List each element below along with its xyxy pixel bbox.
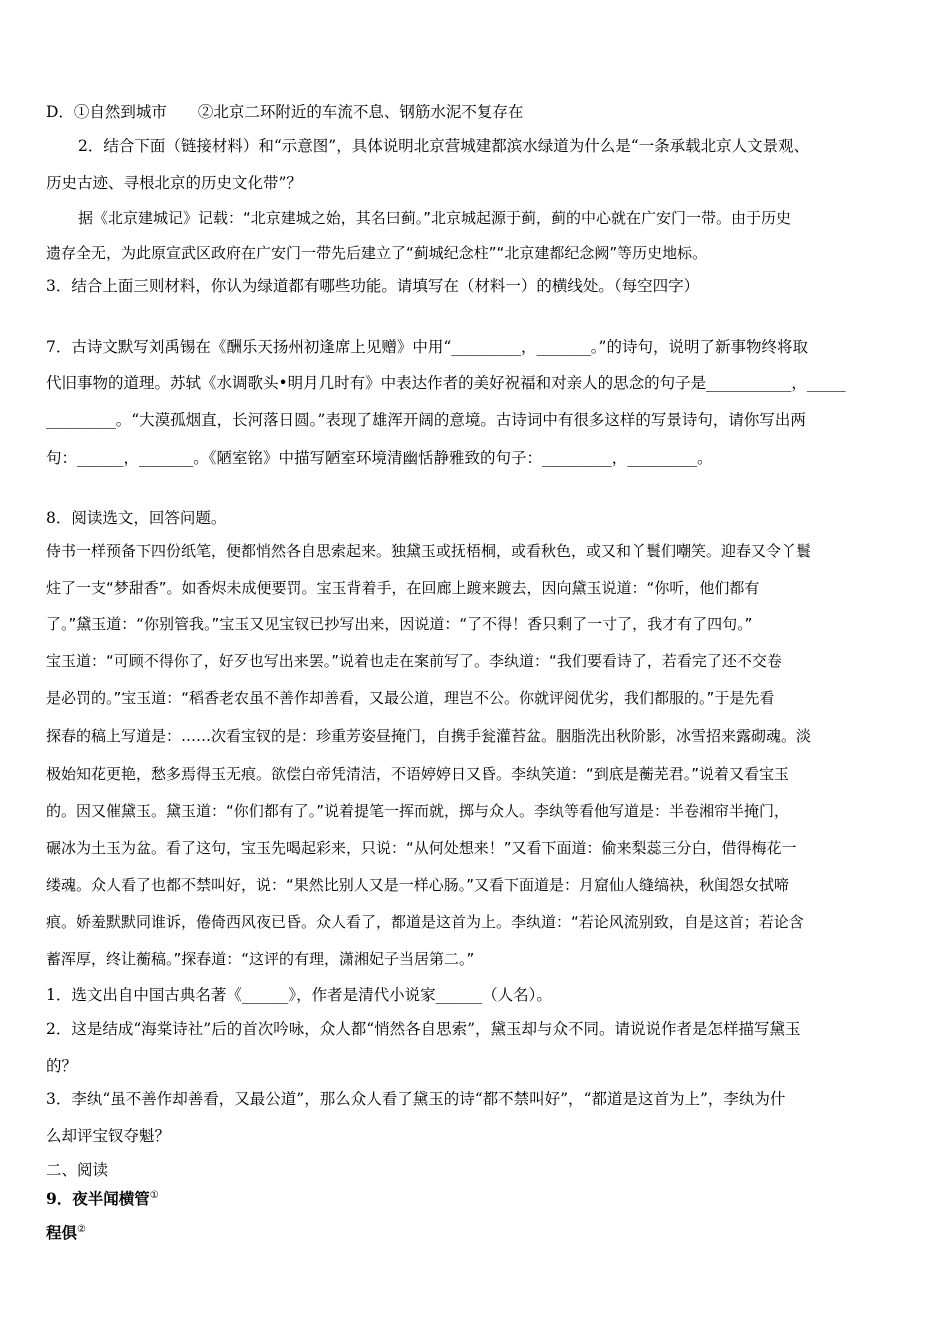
link-material-line-1: 据《北京建城记》记载：“北京建城之始，其名曰蓟。”北京城起源于蓟，蓟的中心就在广安门一带。由于历史 bbox=[78, 209, 792, 227]
section-heading-reading: 二、阅读 bbox=[46, 1161, 109, 1179]
question-7-line-2: 代旧事物的道理。苏轼《水调歌头•明月几时有》中表达作者的美好祝福和对亲人的思念的句子是___________，_____ bbox=[46, 374, 846, 392]
passage-line-5: 是必罚的。”宝玉道：“稻香老农虽不善作却善看，又最公道，理岂不公。你就评阅优劣，我们都服的。”于是先看 bbox=[46, 689, 775, 707]
passage-line-3: 了。”黛玉道：“你别管我。”宝玉又见宝钗已抄写出来，因说道：“了不得！香只剩了一寸了，我才有了四句。” bbox=[46, 615, 753, 633]
footnote-mark-2: ② bbox=[77, 1224, 86, 1235]
question-2-line-2: 历史古迹、寻根北京的历史文化带”？ bbox=[46, 174, 302, 192]
passage-line-7: 极始知花更艳，愁多焉得玉无痕。欲偿白帝凭清洁，不语婷婷日又昏。李纨笑道：“到底是蘅芜君。”说着又看宝玉 bbox=[46, 765, 790, 783]
passage-line-2: 炷了一支“梦甜香”。如香烬未成便要罚。宝玉背着手，在回廊上踱来踱去，因向黛玉说道：“你听，他们都有 bbox=[46, 579, 760, 597]
sub-question-3-line-2: 么却评宝钗夺魁？ bbox=[46, 1127, 171, 1145]
sub-question-2-line-1: 2．这是结成“海棠诗社”后的首次吟咏，众人都“悄然各自思索”，黛玉却与众不同。请说说作者是怎样描写黛玉 bbox=[46, 1020, 801, 1038]
question-3-line: 3．结合上面三则材料，你认为绿道都有哪些功能。请填写在（材料一）的横线处。（每空四字） bbox=[46, 277, 700, 295]
passage-line-6: 探春的稿上写道是：……次看宝钗的是：珍重芳姿昼掩门，自携手瓮灌苔盆。胭脂洗出秋阶影，冰雪招来露砌魂。淡 bbox=[46, 727, 812, 745]
passage-line-1: 侍书一样预备下四份纸笔，便都悄然各自思索起来。独黛玉或抚梧桐，或看秋色，或又和丫鬟们嘲笑。迎春又令丫鬟 bbox=[46, 542, 812, 560]
poem-author: 程俱 bbox=[46, 1223, 78, 1243]
option-d-line: D．①自然到城市 ②北京二环附近的车流不息、钢筋水泥不复存在 bbox=[46, 103, 524, 121]
link-material-line-2: 遗存全无，为此原宣武区政府在广安门一带先后建立了“蓟城纪念柱”“北京建都纪念阙”等历史地标。 bbox=[46, 244, 708, 262]
passage-line-10: 缕魂。众人看了也都不禁叫好，说：“果然比别人又是一样心肠。”又看下面道是：月窟仙人缝缟袂，秋闺怨女拭啼 bbox=[46, 876, 790, 894]
passage-line-12: 蓄浑厚，终让蘅稿。”探春道：“这评的有理，潇湘妃子当居第二。” bbox=[46, 950, 475, 968]
sub-question-3-line-1: 3．李纨“虽不善作却善看，又最公道”，那么众人看了黛玉的诗“都不禁叫好”，“都道是这首为上”，李纨为什 bbox=[46, 1090, 786, 1108]
poem-title: 9．夜半闻横管 bbox=[46, 1189, 150, 1209]
sub-question-2-line-2: 的？ bbox=[46, 1057, 78, 1075]
passage-line-11: 痕。娇羞默默同谁诉，倦倚西风夜已昏。众人看了，都道是这首为上。李纨道：“若论风流别致，自是这首；若论含 bbox=[46, 913, 804, 931]
question-7-line-1: 7．古诗文默写刘禹锡在《酬乐天扬州初逢席上见赠》中用“_________，_______。”的诗句，说明了新事物终将取 bbox=[46, 338, 808, 356]
question-8-heading: 8．阅读选文，回答问题。 bbox=[46, 509, 227, 527]
question-7-line-3: _________。“大漠孤烟直，长河落日圆。”表现了雄浑开阔的意境。古诗词中有很多这样的写景诗句，请你写出两 bbox=[46, 411, 806, 429]
passage-line-4: 宝玉道：“可顾不得你了，好歹也写出来罢。”说着也走在案前写了。李纨道：“我们要看诗了，若看完了还不交卷 bbox=[46, 652, 782, 670]
footnote-mark-1: ① bbox=[149, 1190, 159, 1201]
question-7-line-4: 句：______，_______。《陋室铭》中描写陋室环境清幽恬静雅致的句子：_________，_________。 bbox=[46, 449, 713, 467]
sub-question-1: 1．选文出自中国古典名著《______》，作者是清代小说家______（人名）。 bbox=[46, 986, 552, 1004]
question-2-line-1: 2．结合下面（链接材料）和“示意图”，具体说明北京营城建都滨水绿道为什么是“一条承载北京人文景观、 bbox=[78, 137, 810, 155]
passage-line-8: 的。因又催黛玉。黛玉道：“你们都有了。”说着提笔一挥而就，掷与众人。李纨等看他写道是：半卷湘帘半掩门， bbox=[46, 802, 790, 820]
passage-line-9: 碾冰为土玉为盆。看了这句，宝玉先喝起彩来，只说：“从何处想来！”又看下面道：偷来梨蕊三分白，借得梅花一 bbox=[46, 839, 797, 857]
poem-title-line bbox=[46, 1186, 906, 1209]
poem-author-line bbox=[46, 1220, 906, 1243]
